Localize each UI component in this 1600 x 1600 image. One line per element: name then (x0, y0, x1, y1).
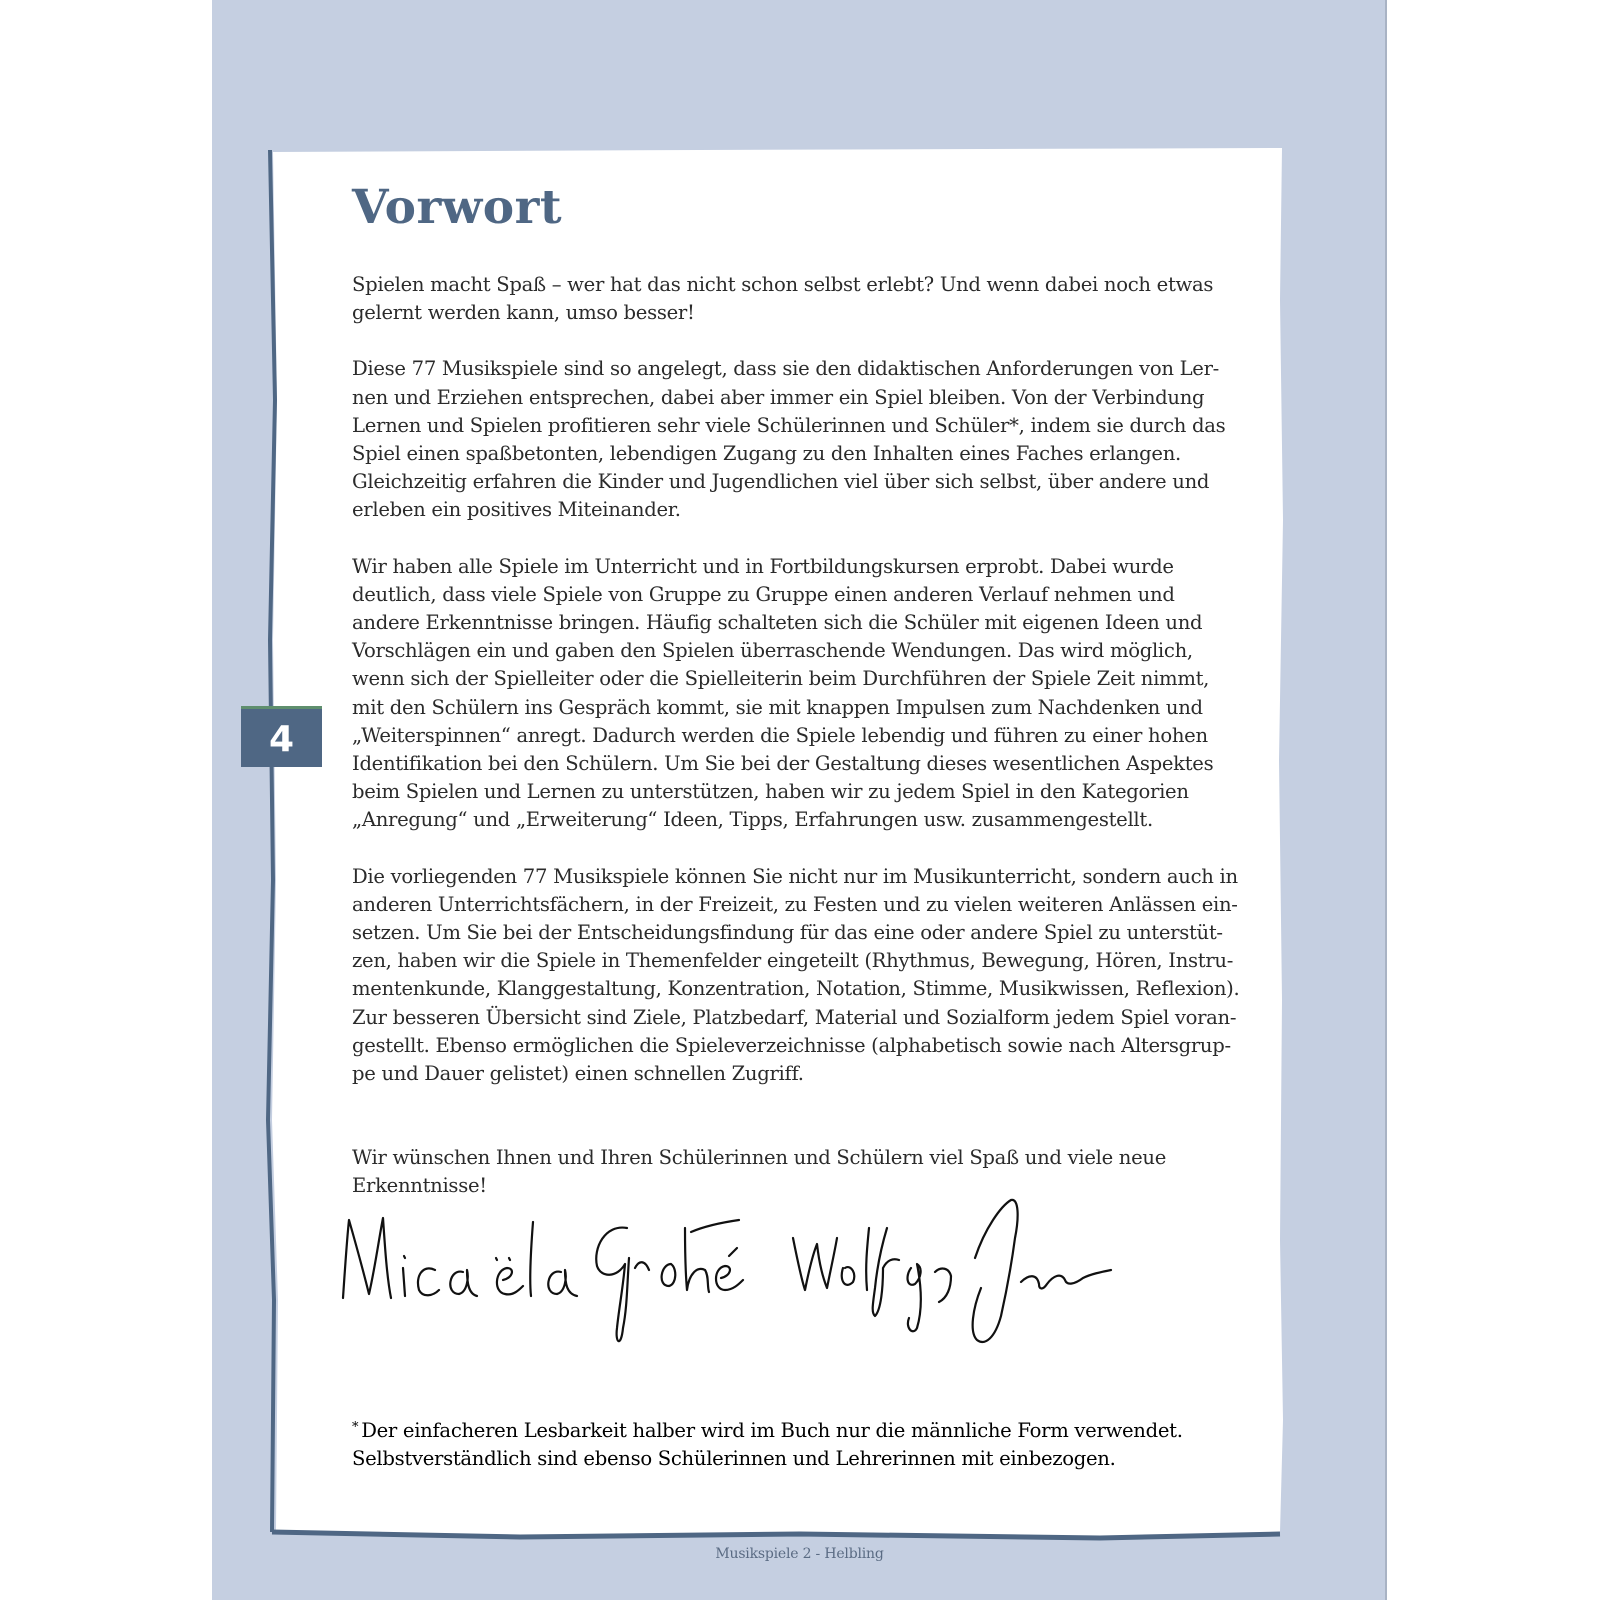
text-line: „Weiterspinnen“ anregt. Dadurch werden die Spiele lebendig und führen zu einer hohen (352, 723, 1208, 747)
text-line: setzen. Um Sie bei der Entscheidungsfindung für das eine oder andere Spiel zu unterstüt- (352, 921, 1223, 945)
text-line: wenn sich der Spielleiter oder die Spielleiterin beim Durchführen der Spiele Zeit nimmt, (352, 667, 1210, 691)
text-line: pe und Dauer gelistet) einen schnellen Zugriff. (352, 1062, 804, 1086)
text-line: Spielen macht Spaß – wer hat das nicht schon selbst erlebt? Und wenn dabei noch etwas (352, 273, 1214, 296)
text-line: Erkenntnisse! (352, 1174, 487, 1198)
text-line (352, 1414, 1242, 1445)
paragraph (352, 271, 1242, 327)
text-line: Diese 77 Musikspiele sind so angelegt, dass sie den didaktischen Anforderungen von Ler- (352, 357, 1219, 381)
page-footer: Musikspiele 2 - Helbling (715, 1546, 884, 1562)
paper-left-shadow (268, 150, 275, 1532)
text-line: Lernen und Spielen profitieren sehr viele Schülerinnen und Schüler*, indem sie durch das (352, 413, 1226, 437)
paragraph (352, 355, 1242, 524)
text-line: gestellt. Ebenso ermöglichen die Spieleverzeichnisse (alphabetisch sowie nach Altersgrup- (352, 1033, 1231, 1057)
text-line: Wir haben alle Spiele im Unterricht und in Fortbildungskursen erprobt. Dabei wurde (352, 554, 1174, 578)
text-line: nen und Erziehen entsprechen, dabei aber immer ein Spiel bleiben. Von der Verbindung (352, 385, 1205, 409)
signature-2 (793, 1200, 1111, 1342)
text-line: gelernt werden kann, umso besser! (352, 301, 695, 325)
closing-paragraph (352, 1144, 1242, 1200)
paragraph (352, 863, 1242, 1089)
signatures (335, 1198, 1155, 1368)
page-number-tab: 4 (241, 706, 322, 767)
preface-content (352, 180, 1242, 1201)
signature-1 (343, 1218, 743, 1341)
footnote-text (352, 1414, 1242, 1473)
footnote (352, 1414, 1242, 1473)
text-line: Identifikation bei den Schülern. Um Sie bei der Gestaltung dieses wesentlichen Aspektes (352, 752, 1214, 776)
text-line: Gleichzeitig erfahren die Kinder und Jugendlichen viel über sich selbst, über andere und (352, 470, 1210, 494)
text-line: mentenkunde, Klanggestaltung, Konzentration, Notation, Stimme, Musikwissen, Reflexion). (352, 977, 1240, 1001)
text-line: anderen Unterrichtsfächern, in der Freizeit, zu Festen und zu vielen weiteren Anlässen ein- (352, 892, 1238, 916)
text-line: zen, haben wir die Spiele in Themenfelder eingeteilt (Rhythmus, Bewegung, Hören, Instru- (352, 949, 1234, 973)
text-line: Spiel einen spaßbetonten, lebendigen Zugang zu den Inhalten eines Faches erlangen. (352, 442, 1181, 466)
text-line: Die vorliegenden 77 Musikspiele können Sie nicht nur im Musikunterricht, sondern auch in (352, 864, 1238, 888)
text-line: Selbstverständlich sind ebenso Schülerinnen und Lehrerinnen mit einbezogen. (352, 1447, 1116, 1471)
text-line: erleben ein positives Miteinander. (352, 498, 681, 522)
text-line: andere Erkenntnisse bringen. Häufig schalteten sich die Schüler mit eigenen Ideen und (352, 611, 1203, 635)
page-title: Vorwort (352, 180, 563, 235)
text-line: beim Spielen und Lernen zu unterstützen, haben wir zu jedem Spiel in den Kategorien (352, 780, 1189, 804)
text-line: Zur besseren Übersicht sind Ziele, Platzbedarf, Material und Sozialform jedem Spiel voran- (352, 1005, 1237, 1029)
footnote-line: Der einfacheren Lesbarkeit halber wird im Buch nur die männliche Form verwendet. (361, 1419, 1183, 1442)
footnote-marker: * (352, 1420, 359, 1435)
text-line: Vorschlägen ein und gaben den Spielen überraschende Wendungen. Das wird möglich, (352, 639, 1193, 663)
text-line: „Anregung“ und „Erweiterung“ Ideen, Tipps, Erfahrungen usw. zusammengestellt. (352, 808, 1153, 832)
text-line: mit den Schülern ins Gespräch kommt, sie mit knappen Impulsen zum Nachdenken und (352, 695, 1203, 719)
paragraph (352, 553, 1242, 835)
text-line: deutlich, dass viele Spiele von Gruppe zu Gruppe einen anderen Verlauf nehmen und (352, 582, 1175, 606)
text-line: Wir wünschen Ihnen und Ihren Schülerinnen und Schülern viel Spaß und viele neue (352, 1146, 1167, 1170)
